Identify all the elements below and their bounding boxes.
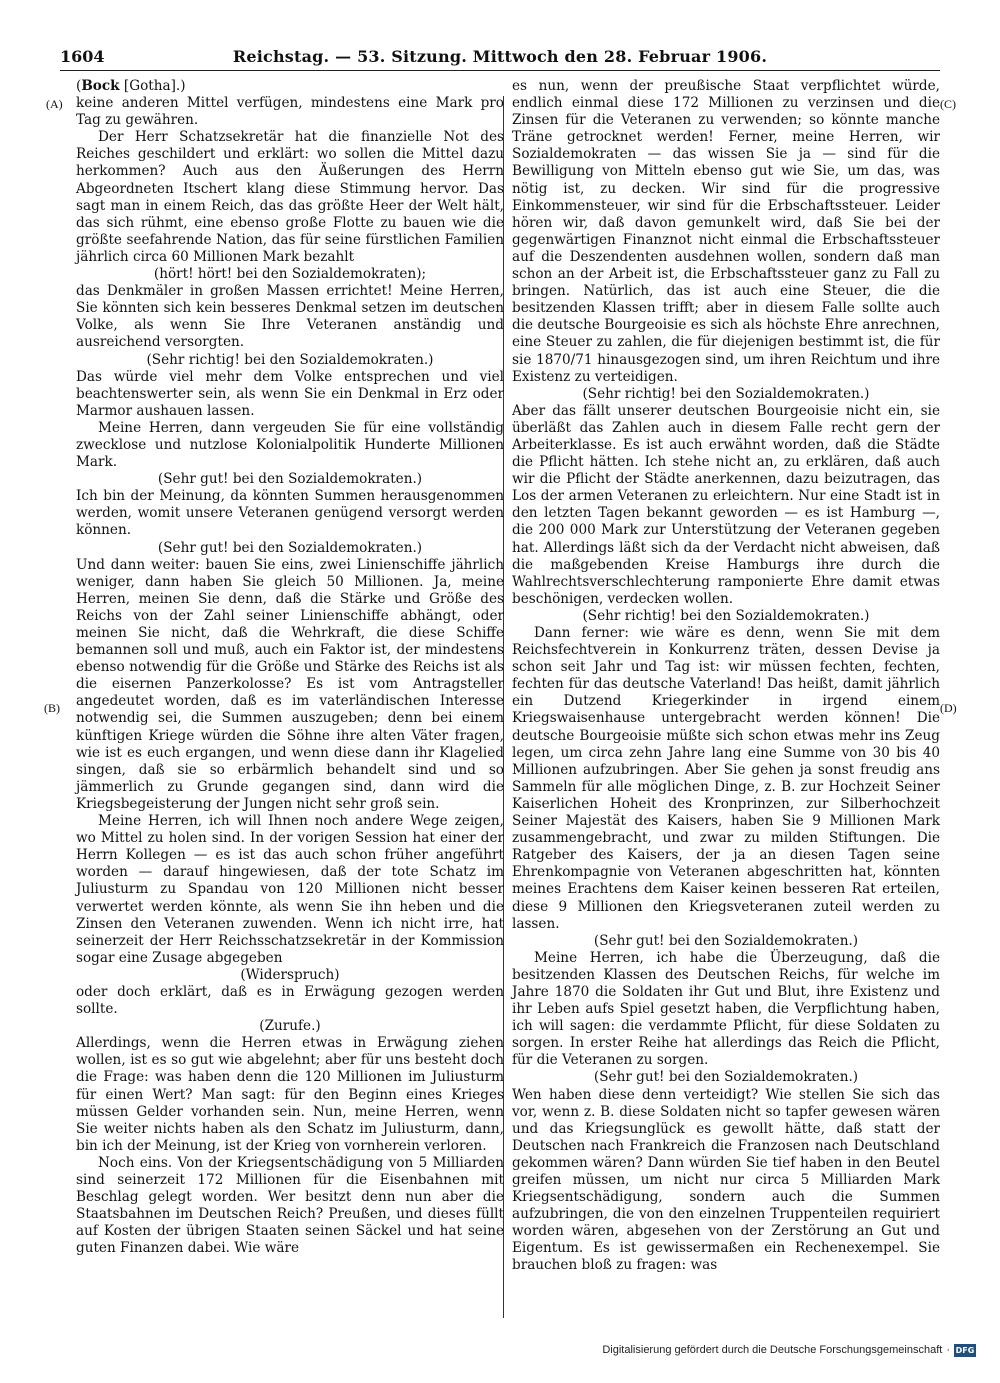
interjection: (Sehr gut! bei den Sozialdemokraten.) [593, 1069, 859, 1086]
speaker-line: (Bock [Gotha].) [76, 78, 186, 94]
interjection: (Sehr gut! bei den Sozialdemokraten.) [157, 539, 423, 556]
interjection: (Widerspruch) [240, 966, 340, 983]
margin-marker-d: (D) [940, 701, 957, 715]
margin-marker-a: (A) [46, 97, 63, 111]
right-column [512, 78, 940, 1275]
page-header [60, 48, 940, 71]
speaker-name: Bock [81, 78, 120, 94]
paragraph: Das würde viel mehr dem Volke entsprechen und viel beachtenswerter sein, als wenn Sie ein Denkmal in Erz oder Marmor aushauen lassen. [76, 368, 504, 419]
paragraph: Dann ferner: wie wäre es denn, wenn Sie mit dem Reichsfechtverein in Konkurrenz träten, dessen Devise ja schon seit Jahr und Tag ist: wir müssen fechten, fechten, fechten für das deutsche Vaterland! Das heißt, damit jährlich ein Dutzend Kriegerkinder in irgend einem Kriegswaisenhause untergebracht werden können! Die deutsche Bourgeoisie müßte sich schon etwas mehr ins Zeug legen, um circa zehn Jahre lang eine Summe von 30 bis 40 Millionen aufzubringen. Aber Sie gehen ja sonst freudig ans Sammeln für alle möglichen Dinge, z. B. zur Hochzeit Seiner Kaiserlichen Hoheit des Kronprinzen, zur Silberhochzeit Seiner Majestät des Kaisers, haben Sie 9 Millionen Mark zusammengebracht, und zwar zu milden Stiftungen. Die Ratgeber des Kaisers, der ja an diesen Tagen seine Ehrenkompagnie von Veteranen abgeschritten hat, könnten meines Erachtens dem Kaiser keinen besseren Rat erteilen, diese 9 Millionen den Kriegsveteranen zuteil werden zu lassen. [512, 625, 940, 932]
dfg-logo-icon: DFG [955, 1345, 975, 1355]
page-number: 1604 [60, 47, 105, 66]
paragraph: Noch eins. Von der Kriegsentschädigung von 5 Milliarden sind seinerzeit 172 Millionen für die Eisenbahnen mit Beschlag gelegt worden. Wer besitzt denn nun aber die Staatsbahnen im Deutschen Reich? Preußen, und dieses füllt auf Kosten der übrigen Staaten seinen Säckel und hat seine guten Finanzen dabei. Wie wäre [76, 1154, 504, 1257]
paragraph: Allerdings, wenn die Herren etwas in Erwägung ziehen wollen, ist es so gut wie abgelehnt; aber für uns besteht doch die Frage: was haben denn die 120 Millionen im Juliusturm für einen Wert? Man sagt: für den Beginn eines Krieges müssen Gelder vorhanden sein. Nun, meine Herren, wenn Sie weiter nichts haben als den Schatz im Juliusturm, dann, bin ich der Meinung, ist der Krieg von vornherein verloren. [76, 1035, 504, 1154]
paragraph: Wen haben diese denn verteidigt? Wie stellen Sie sich das vor, wenn z. B. diese Soldaten nicht so tapfer gewesen wären und das Kriegsunglück es gewollt hätte, daß statt der Deutschen nach Frankreich die Franzosen nach Deutschland gekommen wären? Dann würden Sie tief haben in den Beutel greifen müssen, um nicht nur circa 5 Milliarden Mark Kriegsentschädigung, sondern auch die Summen aufzubringen, die von den einzelnen Truppenteilen requiriert worden wären, abgesehen von der Zerstörung an Gut und Eigentum. Es ist gewissermaßen ein Rechenexempel. Sie brauchen bloß zu fragen: was [512, 1086, 940, 1274]
margin-marker-c: (C) [940, 97, 956, 111]
paragraph: keine anderen Mittel verfügen, mindestens eine Mark pro Tag zu gewähren. [76, 95, 504, 129]
paragraph: es nun, wenn der preußische Staat verpflichtet würde, endlich einmal diese 172 Millionen zu verzinsen und die Zinsen für die Veteranen zu verwenden; so könnte manche Träne getrocknet werden! Ferner, meine Herren, wir Sozialdemokraten — das wissen Sie ja — sind für die Bewilligung von Mitteln ebenso gut wie Sie, um das, was nötig ist, zu decken. Wir sind für die progressive Einkommensteuer, wir sind für die Erbschaftssteuer. Leider hören wir, daß davon gemunkelt wird, daß Sie bei der gegenwärtigen Finanznot nicht einmal die Erbschaftssteuer auf die Deszendenten ausdehnen wollen, sondern daß man schon an der Arbeit ist, die Erbschaftssteuer ganz zu Fall zu bringen. Natürlich, das ist auch eine Steuer, die die besitzenden Klassen trifft; aber in diesem Falle sollte auch die deutsche Bourgeoisie es sich als höchste Ehre anrechnen, eine Steuer zu zahlen, die für diejenigen bestimmt ist, die für sie 1870/71 hinausgezogen sind, um ihren Reichtum und ihre Existenz zu verteidigen. [512, 78, 940, 385]
interjection: (Zurufe.) [259, 1018, 321, 1035]
margin-marker-b: (B) [44, 701, 60, 715]
interjection: (Sehr gut! bei den Sozialdemokraten.) [593, 932, 859, 949]
interjection: (Sehr richtig! bei den Sozialdemokraten.) [582, 607, 870, 624]
footer-text: Digitalisierung gefördert durch die Deutsche Forschungsgemeinschaft [602, 1344, 943, 1356]
interjection: (Sehr richtig! bei den Sozialdemokraten.) [582, 385, 870, 402]
interjection: (Sehr richtig! bei den Sozialdemokraten.) [146, 351, 434, 368]
digitization-footer [602, 1341, 976, 1359]
speaker-affiliation: [Gotha].) [123, 78, 186, 94]
paragraph: Meine Herren, ich will Ihnen noch andere Wege zeigen, wo Mittel zu holen sind. In der vorigen Session hat einer der Herrn Kollegen — es ist das auch schon früher angeführt worden — darauf hingewiesen, daß der tote Schatz im Juliusturm zu Spandau von 120 Millionen nicht besser verwertet werden könnte, als wenn Sie ihn heben und die Zinsen den Veteranen zuwenden. Wenn ich nicht irre, hat seinerzeit der Herr Reichsschatzsekretär in der Kommission sogar eine Zusage abgegeben [76, 813, 504, 966]
paragraph: das Denkmäler in großen Massen errichtet! Meine Herren, Sie könnten sich kein besseres Denkmal setzen im deutschen Volke, als wenn Sie Ihre Veteranen anständig und ausreichend versorgten. [76, 283, 504, 351]
paragraph: Meine Herren, dann vergeuden Sie für eine vollständig zwecklose und nutzlose Kolonialpolitik Hunderte Millionen Mark. [76, 419, 504, 471]
left-column [76, 78, 504, 1257]
interjection: (Sehr gut! bei den Sozialdemokraten.) [157, 471, 423, 488]
running-title: Reichstag. — 53. Sitzung. Mittwoch den 28. Februar 1906. [232, 47, 768, 66]
paragraph: oder doch erklärt, daß es in Erwägung gezogen werden sollte. [76, 983, 504, 1018]
paragraph: Aber das fällt unserer deutschen Bourgeoisie nicht ein, sie überläßt das Zahlen auch in diesem Falle recht gern der Arbeiterklasse. Es ist auch erwähnt worden, daß die Städte die Pflicht hätten. Ich stehe nicht an, zu erklären, daß auch wir die Pflicht der Städte anerkennen, dazu beizutragen, das Los der armen Veteranen zu erleichtern. Nur eine Stadt ist in den letzten Tagen bekannt geworden — es ist Hamburg —, die 200 000 Mark zur Unterstützung der Veteranen gegeben hat. Allerdings läßt sich da der Verdacht nicht abweisen, daß die maßgebenden Kreise Hamburgs ihre durch die Wahlrechtsverschlechterung ramponierte Ehre damit etwas beschönigen, verdecken wollen. [512, 402, 940, 607]
paragraph: Der Herr Schatzsekretär hat die finanzielle Not des Reiches geschildert und erklärt: wo sollen die Mittel dazu herkommen? Auch aus den Äußerungen des Herrn Abgeordneten Itschert klang diese Stimmung hervor. Das sagt man in einem Reich, das das größte Heer der Welt hält, das sich rühmt, eine ebenso große Flotte zu bauen wie die größte seefahrende Nation, das für seine fürstlichen Familien jährlich circa 60 Millionen Mark bezahlt [76, 129, 504, 265]
paragraph: Und dann weiter: bauen Sie eins, zwei Linienschiffe jährlich weniger, dann haben Sie gleich 50 Millionen. Ja, meine Herren, meinen Sie denn, daß die Stärke und Größe des Reichs von der Zahl seiner Linienschiffe abhängt, oder meinen Sie nicht, daß die Wehrkraft, die diese Schiffe bemannen soll und muß, auch ein Faktor ist, der mindestens ebenso notwendig für die Größe und Stärke des Reichs ist als die eisernen Panzerkolosse? Es ist vom Antragsteller angedeutet worden, daß es im vaterländischen Interesse notwendig sei, die Summen auszugeben; denn bei einem künftigen Kriege würden die Söhne ihre alten Väter fragen, wie ist es euch ergangen, und wenn diese dann ihr Klagelied singen, daß sie so erbärmlich behandelt sind und so jämmerlich zu Grunde gegangen sind, dann wird die Kriegsbegeisterung der Jungen nicht sehr groß sein. [76, 556, 504, 812]
paragraph: Ich bin der Meinung, da könnten Summen herausgenommen werden, womit unsere Veteranen genügend versorgt werden können. [76, 488, 504, 539]
paragraph: Meine Herren, ich habe die Überzeugung, daß die besitzenden Klassen des Deutschen Reichs, für welche im Jahre 1870 die Soldaten ihr Gut und Blut, ihre Existenz und ihr Leben aufs Spiel gesetzt haben, die Verpflichtung haben, ich will sagen: die verdammte Pflicht, für diese Soldaten zu sorgen. In erster Reihe hat allerdings das Reich die Pflicht, für die Veteranen zu sorgen. [512, 949, 940, 1069]
interjection: (hört! hört! bei den Sozialdemokraten); [153, 266, 427, 283]
footer-separator: · [946, 1344, 950, 1356]
